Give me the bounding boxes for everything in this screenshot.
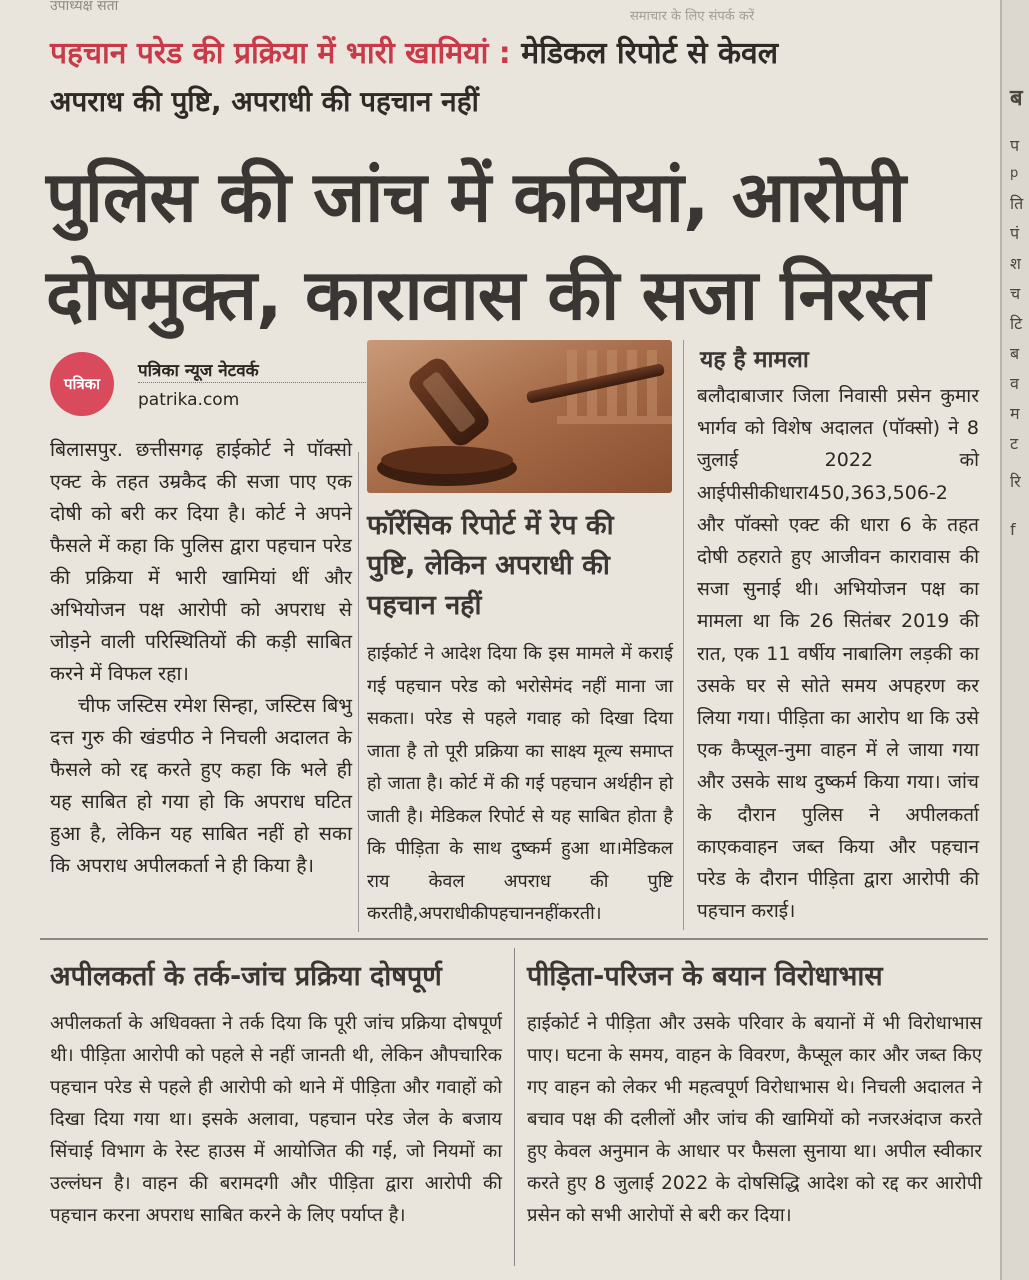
kicker-line-2: अपराध की पुष्टि, अपराधी की पहचान नहीं (50, 85, 479, 118)
column1-paragraph-2: चीफ जस्टिस रमेश सिन्हा, जस्टिस बिभु दत्त गुरु की खंडपीठ ने निचली अदालत के फैसले को रद्द करते हुए कहा कि भले ही यह साबित हो गया हो कि अपराध घटित हुआ है, लेकिन यह साबित नहीं हो सका कि अपराध अपीलकर्ता ने ही किया है। (50, 694, 352, 877)
kicker-line (50, 34, 950, 74)
case-heading: यह है मामला (700, 347, 809, 373)
gavel-photo (367, 340, 672, 493)
column1-paragraph-1: बिलासपुर. छत्तीसगढ़ हाईकोर्ट ने पॉक्सो एक्ट के तहत उम्रकैद की सजा पाए एक दोषी को बरी कर दिया है। कोर्ट ने अपने फैसले में कहा कि पुलिस द्वारा पहचान परेड की प्रक्रिया में भारी खामियां थीं और अभियोजन पक्ष आरोपी को अपराध से जोड़ने वाली परिस्थितियों की कड़ी साबित करने में विफल रहा। (50, 438, 352, 685)
edge-letter: म (1010, 404, 1020, 423)
edge-letter: ट (1010, 434, 1019, 453)
article-column-2: हाईकोर्ट ने आदेश दिया कि इस मामले में कराई गई पहचान परेड को भरोसेमंद नहीं माना जा सकता। परेड से पहले गवाह को दिखा दिया जाता है तो पूरी प्रक्रिया का साक्ष्य मूल्य समाप्त हो जाता है। कोर्ट में की गई पहचान अर्थहीन हो जाती है। मेडिकल रिपोर्ट से यह साबित होता है कि पीड़िता के साथ दुष्कर्म हुआ था।मेडिकल राय केवल अपराध की पुष्टि करतीहै,अपराधीकीपहचाननहींकरती। (367, 643, 673, 924)
column-divider (358, 452, 359, 932)
kicker-red-text: पहचान परेड की प्रक्रिया में भारी खामियां : (50, 36, 511, 71)
edge-letter: रि (1010, 472, 1021, 491)
edge-letter: श (1010, 254, 1021, 273)
edge-letter: f (1010, 520, 1016, 539)
byline (50, 352, 350, 412)
edge-letter: ब (1010, 86, 1023, 111)
edge-letter: प (1010, 136, 1020, 155)
edge-letter: च (1010, 284, 1021, 303)
appellant-heading: अपीलकर्ता के तर्क-जांच प्रक्रिया दोषपूर्ण (50, 961, 442, 992)
patrika-logo: पत्रिका (50, 352, 114, 416)
byline-network: पत्रिका न्यूज नेटवर्क (138, 361, 259, 381)
edge-letter: ति (1010, 194, 1024, 213)
article-column-1 (50, 434, 352, 882)
appellant-body: अपीलकर्ता के अधिवक्ता ने तर्क दिया कि पूरी जांच प्रक्रिया दोषपूर्ण थी। पीड़िता आरोपी को पहले से नहीं जानती थी, लेकिन औपचारिक पहचान परेड से पहले ही आरोपी को थाने में पीड़िता और गवाहों को दिखा दिया गया था। इसके अलावा, पहचान परेड जेल के बजाय सिंचाई विभाग के रेस्ट हाउस में आयोजित की गई, जो नियमों का उल्लंघन है। वाहन की बरामदगी और पीड़िता द्वारा आरोपी की पहचान करना अपराध साबित करने के लिए पर्याप्त है। (50, 1013, 502, 1226)
headline (46, 148, 976, 344)
headline-line-1: पुलिस की जांच में कमियां, आरोपी (46, 156, 906, 238)
forensic-subheading: फॉरेंसिक रिपोर्ट में रेप की पुष्टि, लेकिन अपराधी की पहचान नहीं (367, 510, 614, 621)
section-divider (40, 938, 988, 940)
contradiction-body: हाईकोर्ट ने पीड़िता और उसके परिवार के बयानों में भी विरोधाभास पाए। घटना के समय, वाहन के विवरण, कैप्सूल कार और जब्त किए गए वाहन को लेकर भी महत्वपूर्ण विरोधाभास थे। निचली अदालत ने बचाव पक्ष की दलीलों और जांच की खामियों को नजरअंदाज करते हुए केवल अनुमान के आधार पर फैसला सुनाया था। अपील स्वीकार करते हुए 8 जुलाई 2022 के दोषसिद्धि आदेश को रद्द कर आरोपी प्रसेन को सभी आरोपों से बरी कर दिया। (527, 1013, 982, 1226)
column-divider (514, 948, 515, 1266)
headline-line-2: दोषमुक्त, कारावास की सजा निरस्त (46, 254, 930, 336)
byline-divider (138, 382, 388, 383)
byline-url: patrika.com (138, 390, 240, 410)
column-divider (683, 340, 684, 930)
kicker-dark-text: मेडिकल रिपोर्ट से केवल (521, 36, 779, 71)
edge-letter: p (1010, 166, 1019, 181)
edge-letter: व (1010, 374, 1019, 393)
faded-masthead-text: उपाध्यक्ष सता (50, 0, 119, 14)
contradiction-heading: पीड़िता-परिजन के बयान विरोधाभास (527, 961, 883, 992)
gavel-illustration (367, 340, 672, 493)
edge-letter: ब (1010, 344, 1020, 363)
edge-letter: टि (1010, 314, 1023, 333)
article-column-3: बलौदाबाजार जिला निवासी प्रसेन कुमार भार्गव को विशेष अदालत (पॉक्सो) ने 8 जुलाई 2022 को आईपीसीकीधारा450,363,506-2 और पॉक्सो एक्ट की धारा 6 के तहत दोषी ठहराते हुए आजीवन कारावास की सजा सुनाई थी। अभियोजन पक्ष का मामला था कि 26 सितंबर 2019 की रात, एक 11 वर्षीय नाबालिग लड़की का उसके घर से सोते समय अपहरण कर लिया गया। पीड़िता का आरोप था कि उसे एक कैप्सूल-नुमा वाहन में ले जाया गया और उसके साथ दुष्कर्म किया गया। जांच के दौरान पुलिस ने अपीलकर्ता काएकवाहन जब्त किया और पहचान परेड के दौरान पीड़िता द्वारा आरोपी की पहचान कराई। (697, 385, 979, 923)
faded-header-text: समाचार के लिए संपर्क करें (630, 9, 755, 24)
adjacent-column-edge (1000, 0, 1029, 1280)
edge-letter: पं (1010, 224, 1020, 243)
